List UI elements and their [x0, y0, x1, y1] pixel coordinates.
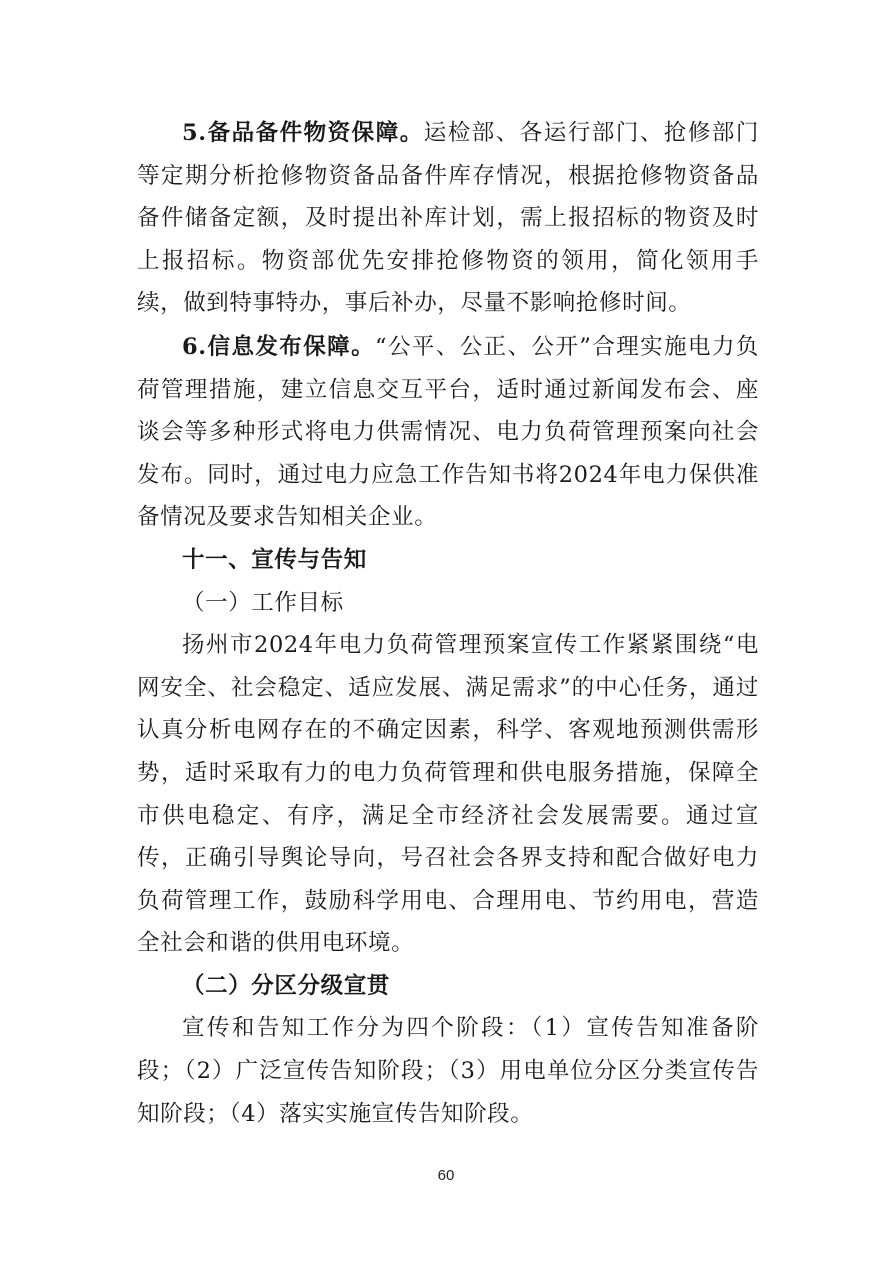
paragraph-text: 运检部、各运行部门、抢修部门等定期分析抢修物资备品备件库存情况，根据抢修物资备品备件储备定额，及时提出补库计划，需上报招标的物资及时上报招标。物资部优先安排抢修物资的领用，简化领用手续，做到特事特办，事后补办，尽量不影响抢修时间。: [137, 120, 760, 317]
paragraph-materials-guarantee: [137, 112, 759, 325]
paragraph-info-release: [137, 326, 759, 539]
section-heading: 十一、宣传与告知: [182, 546, 367, 573]
paragraph-text: “公平、公正、公开”合理实施电力负荷管理措施，建立信息交互平台，适时通过新闻发布会、座谈会等多种形式将电力供需情况、电力负荷管理预案向社会发布。同时，通过电力应急工作告知书将2024年电力保供准备情况及要求告知相关企业。: [137, 333, 759, 531]
paragraph-lead: 5.备品备件物资保障。: [182, 120, 424, 146]
page-number: 60: [437, 1167, 455, 1184]
paragraph-lead: 6.信息发布保障。: [182, 333, 376, 360]
paragraph-goals: 扬州市2024年电力负荷管理预案宣传工作紧紧围绕“电网安全、社会稳定、适应发展、满足需求”的中心任务，通过认真分析电网存在的不确定因素，科学、客观地预测供需形势，适时采取有力的电力负荷管理和供电服务措施，保障全市供电稳定、有序，满足全市经济社会发展需要。通过宣传，正确引导舆论导向，号召社会各界支持和配合做好电力负荷管理工作，鼓励科学用电、合理用电、节约用电，营造全社会和谐的供用电环境。: [137, 632, 759, 957]
page-content: [137, 112, 759, 1135]
paragraph-zoning: 宣传和告知工作分为四个阶段：（1）宣传告知准备阶段；（2）广泛宣传告知阶段；（3）用电单位分区分类宣传告知阶段；（4）落实实施宣传告知阶段。: [137, 1015, 759, 1127]
subsection-title-goals: （一）工作目标: [182, 589, 344, 616]
subsection-title-zoning: （二）分区分级宣贯: [182, 972, 390, 999]
